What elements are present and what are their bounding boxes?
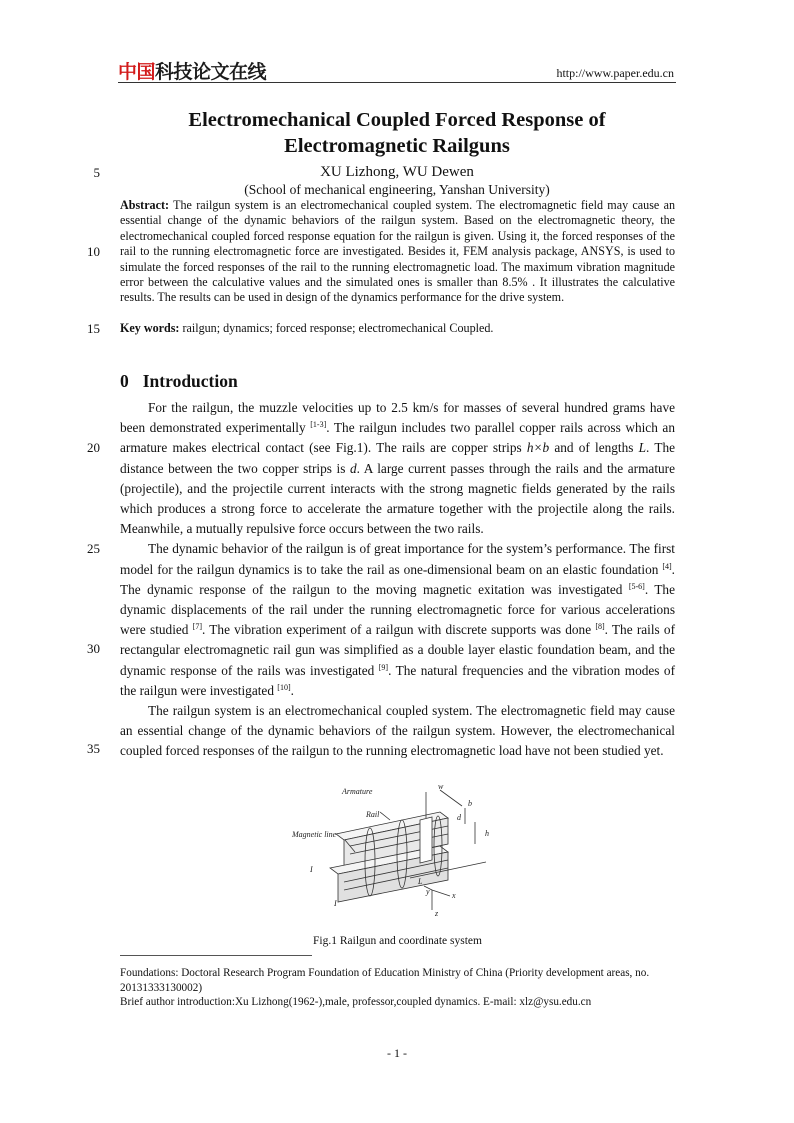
abstract-label: Abstract: — [120, 198, 170, 212]
footnote-rule — [120, 955, 312, 956]
title-line-2: Electromagnetic Railguns — [284, 135, 510, 157]
citation[interactable]: [9] — [378, 662, 389, 672]
intro-body — [120, 398, 675, 762]
label-x: x — [452, 891, 456, 900]
citation[interactable]: [4] — [662, 561, 672, 571]
label-h: h — [485, 829, 489, 838]
header-rule — [118, 82, 676, 83]
keywords-label: Key words: — [120, 321, 180, 335]
label-b: b — [468, 799, 472, 808]
label-w: w — [438, 782, 444, 791]
citation[interactable]: [5-6] — [628, 581, 645, 591]
text-run: . — [290, 682, 294, 698]
railgun-figure — [290, 782, 510, 920]
label-magnetic-line: Magnetic line — [292, 830, 337, 839]
keywords — [120, 321, 675, 336]
logo-dark-text: 科技论文在线 — [155, 61, 267, 83]
label-rail: Rail — [366, 810, 380, 819]
title-line-1: Electromechanical Coupled Forced Response of — [188, 109, 606, 131]
authors: XU Lizhong, WU Dewen — [320, 164, 474, 180]
paragraph-1 — [120, 398, 675, 539]
citation[interactable]: [7] — [192, 622, 202, 632]
section-heading — [120, 371, 238, 392]
text-run: . The dynamic displacements of the rail under the running electromagnetic force for various accelerations were studied — [120, 581, 675, 638]
paper-title — [118, 107, 676, 159]
label-current-bottom: I — [334, 899, 337, 908]
text-run: . The natural frequencies and the vibration modes of the railgun were investigated — [120, 662, 675, 698]
text-run: . The railgun includes two parallel copper rails across which an armature makes electrical contact (see Fig.1). The rails are copper strips — [120, 420, 675, 456]
affiliation: (School of mechanical engineering, Yanshan University) — [244, 182, 550, 197]
abstract — [120, 198, 675, 306]
figure-caption: Fig.1 Railgun and coordinate system — [313, 935, 482, 947]
text-run: . The distance between the two copper strips is — [120, 440, 675, 476]
line-number: 25 — [87, 541, 100, 556]
abstract-text: The railgun system is an electromechanical coupled system. The electromagnetic field may cause an essential change of the dynamic behaviors of the railgun system. Based on the electromagnetic theory, the electromechanical coupled forced response equation for the railgun is given. Using it, the forced responses of the rail to the running electromagnetic force are investigated. Besides it, FEM analysis package, ANSYS, is used to simulate the forced responses of the rail to the running electromagnetic load. The maximum vibration magnitude error between the calculative values and the simulated ones is smaller than 8.5% . It illustrates the calculative results. The results can be used in design of the dynamics performance for the drive system. — [120, 198, 675, 305]
line-number: 30 — [87, 641, 100, 656]
footnote-foundations: Foundations: Doctoral Research Program Foundation of Education Ministry of China (Priority development areas, no. 20131333130002) — [120, 967, 650, 994]
line-number: 15 — [87, 321, 100, 336]
label-current-top: I — [310, 865, 313, 874]
paragraph-3: The railgun system is an electromechanical coupled system. The electromagnetic field may cause an essential change of the dynamic behaviors of the railgun system. However, the electromechanical coupled forced responses of the railgun to the running electromagnetic load have not been studied yet. — [120, 703, 675, 759]
citation[interactable]: [8] — [595, 622, 605, 632]
footnote-author: Brief author introduction:Xu Lizhong(1962-),male, professor,coupled dynamics. E-mail: xlz@ysu.edu.cn — [120, 996, 592, 1009]
math-hb: h×b — [526, 440, 550, 456]
paragraph-2 — [120, 539, 675, 701]
line-number: 35 — [87, 741, 100, 756]
text-run: . The rails of rectangular electromagnetic rail gun was simplified as a double layer elastic foundation beam, and the dynamic response of the rails was investigated — [120, 622, 675, 678]
label-z: z — [435, 909, 439, 918]
section-title: Introduction — [142, 371, 238, 391]
header-url[interactable]: http://www.paper.edu.cn — [556, 66, 674, 80]
label-L: L — [418, 877, 423, 886]
line-number: 5 — [93, 165, 100, 180]
label-y: y — [426, 887, 430, 896]
text-run: . The vibration experiment of a railgun with discrete supports was done — [202, 622, 596, 638]
math-L: L — [638, 440, 647, 456]
text-run: The dynamic behavior of the railgun is of great importance for the system’s performance. The first model for the railgun dynamics is to take the rail as one-dimensional beam on an elastic foundation — [120, 541, 675, 577]
footnotes — [120, 966, 680, 1010]
site-logo — [118, 57, 266, 84]
text-run: . A large current passes through the rails and the armature (projectile), and the projectile current interacts with the strong magnetic fields generated by the rails which produces a strong force to accelerate the armature together with the projectile along the rails. Meanwhile, a mutually repulsive force occurs between the two rails. — [120, 460, 676, 537]
logo-red-text: 中国 — [118, 61, 156, 83]
line-number: 10 — [87, 244, 100, 259]
text-run: For the railgun, the muzzle velocities up to 2.5 km/s for masses of several hundred grams have been demonstrated experimentally — [120, 400, 675, 436]
label-d: d — [457, 813, 461, 822]
label-armature: Armature — [342, 787, 373, 796]
math-d: d — [349, 460, 357, 476]
page-number: - 1 - — [387, 1046, 407, 1060]
text-run: and of lengths — [549, 440, 639, 456]
line-number: 20 — [87, 440, 100, 455]
citation[interactable]: [1-3] — [310, 420, 327, 430]
text-run: . The dynamic response of the railgun to the moving magnetic exitation was investigated — [120, 561, 675, 597]
keywords-text: railgun; dynamics; forced response; electromechanical Coupled. — [179, 321, 494, 335]
section-number: 0 — [120, 371, 129, 391]
citation[interactable]: [10] — [277, 682, 291, 692]
